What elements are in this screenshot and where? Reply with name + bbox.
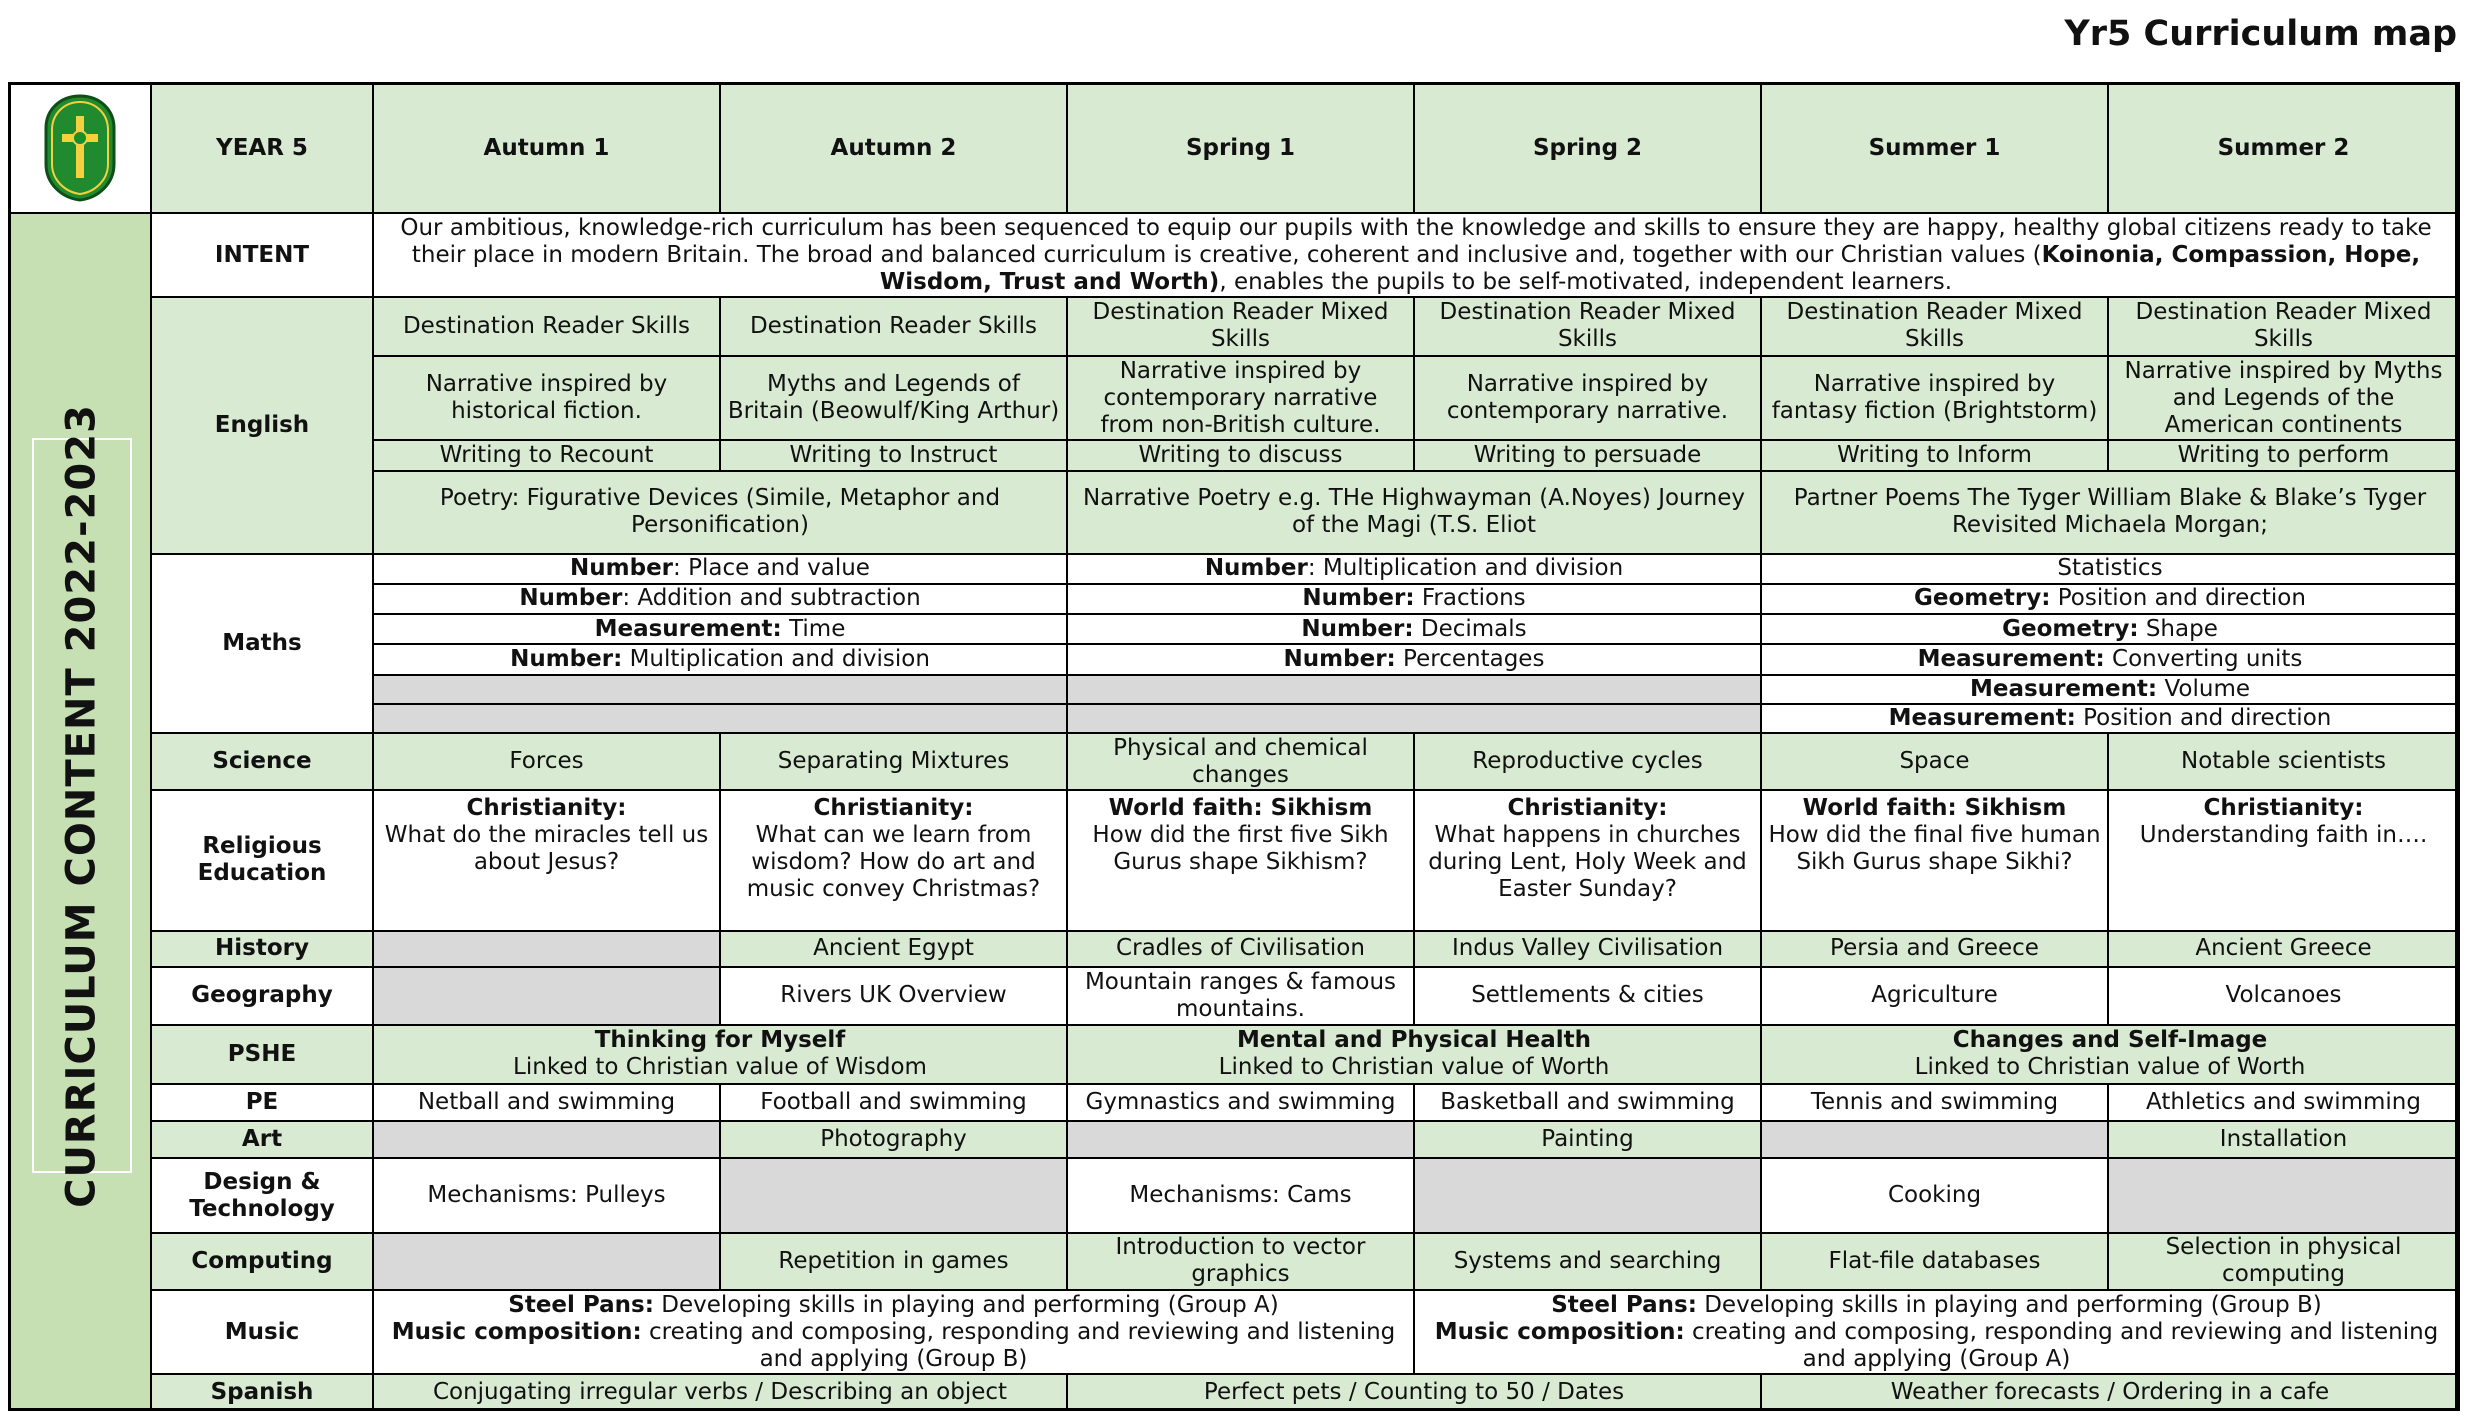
english-narrative-cell: Narrative inspired by historical fiction. bbox=[373, 356, 720, 441]
dt-cell: Mechanisms: Pulleys bbox=[373, 1158, 720, 1233]
spanish-cell: Perfect pets / Counting to 50 / Dates bbox=[1067, 1374, 1761, 1410]
pe-cell: Gymnastics and swimming bbox=[1067, 1084, 1414, 1121]
re-cell: World faith: Sikhism How did the first five Sikh Gurus shape Sikhism? bbox=[1067, 790, 1414, 931]
table-frame bbox=[8, 82, 2458, 1411]
english-writing-cell: Writing to Instruct bbox=[720, 440, 1067, 470]
pshe-cell: Changes and Self-Image Linked to Christian value of Worth bbox=[1761, 1025, 2459, 1084]
subject-label-music: Music bbox=[151, 1290, 373, 1375]
term-header: Spring 1 bbox=[1067, 83, 1414, 213]
pe-cell: Netball and swimming bbox=[373, 1084, 720, 1121]
side-label: CURRICULUM CONTENT 2022-2023 bbox=[58, 403, 105, 1208]
page-title: Yr5 Curriculum map bbox=[2064, 14, 2457, 54]
subject-label-spanish: Spanish bbox=[151, 1374, 373, 1410]
art-cell: Installation bbox=[2108, 1121, 2459, 1158]
science-cell: Physical and chemical changes bbox=[1067, 733, 1414, 790]
english-writing-cell: Writing to discuss bbox=[1067, 440, 1414, 470]
english-reader-cell: Destination Reader Mixed Skills bbox=[1761, 297, 2108, 356]
dt-cell: Cooking bbox=[1761, 1158, 2108, 1233]
maths-spring-cell: Number: Multiplication and division bbox=[1067, 554, 1761, 584]
pe-cell: Tennis and swimming bbox=[1761, 1084, 2108, 1121]
geography-cell: Agriculture bbox=[1761, 967, 2108, 1026]
re-cell: Christianity: What can we learn from wisdom? How do art and music convey Christmas? bbox=[720, 790, 1067, 931]
subject-label-intent: INTENT bbox=[151, 213, 373, 297]
pe-cell: Athletics and swimming bbox=[2108, 1084, 2459, 1121]
maths-summer-cell: Geometry: Position and direction bbox=[1761, 584, 2459, 614]
subject-label-science: Science bbox=[151, 733, 373, 790]
english-reader-cell: Destination Reader Mixed Skills bbox=[1067, 297, 1414, 356]
english-poetry-cell: Poetry: Figurative Devices (Simile, Metaphor and Personification) bbox=[373, 471, 1067, 554]
intent-statement: Our ambitious, knowledge-rich curriculum has been sequenced to equip our pupils with the knowledge and skills to ensure they are happy, healthy global citizens ready to take their place in modern Britain. The broad and balanced curriculum is creative, coherent and inclusive and, together with our Christian values (Koinonia, Compassion, Hope, Wisdom, Trust and Worth), enables the pupils to be self-motivated, independent learners. bbox=[373, 213, 2459, 297]
geography-cell: Settlements & cities bbox=[1414, 967, 1761, 1026]
re-cell: Christianity: What do the miracles tell us about Jesus? bbox=[373, 790, 720, 931]
pshe-cell: Thinking for Myself Linked to Christian value of Wisdom bbox=[373, 1025, 1067, 1084]
english-reader-cell: Destination Reader Skills bbox=[720, 297, 1067, 356]
re-cell: Christianity: Understanding faith in…. bbox=[2108, 790, 2459, 931]
maths-autumn-cell: Measurement: Time bbox=[373, 614, 1067, 644]
maths-summer-cell: Measurement: Position and direction bbox=[1761, 704, 2459, 733]
computing-cell: Flat-file databases bbox=[1761, 1233, 2108, 1290]
english-narrative-cell: Narrative inspired by contemporary narrative. bbox=[1414, 356, 1761, 441]
subject-label-geography: Geography bbox=[151, 967, 373, 1026]
computing-cell: Repetition in games bbox=[720, 1233, 1067, 1290]
term-header: Autumn 1 bbox=[373, 83, 720, 213]
maths-summer-cell: Statistics bbox=[1761, 554, 2459, 584]
maths-autumn-cell: Number: Multiplication and division bbox=[373, 644, 1067, 674]
re-cell: Christianity: What happens in churches during Lent, Holy Week and Easter Sunday? bbox=[1414, 790, 1761, 931]
maths-autumn-cell: Number: Addition and subtraction bbox=[373, 584, 1067, 614]
english-writing-cell: Writing to persuade bbox=[1414, 440, 1761, 470]
english-narrative-cell: Narrative inspired by contemporary narrative from non-British culture. bbox=[1067, 356, 1414, 441]
maths-summer-cell: Measurement: Volume bbox=[1761, 675, 2459, 704]
dt-cell: Mechanisms: Cams bbox=[1067, 1158, 1414, 1233]
subject-label-pe: PE bbox=[151, 1084, 373, 1121]
science-cell: Reproductive cycles bbox=[1414, 733, 1761, 790]
subject-label-english: English bbox=[151, 297, 373, 553]
term-header: Summer 1 bbox=[1761, 83, 2108, 213]
year-header: YEAR 5 bbox=[151, 83, 373, 213]
history-cell: Cradles of Civilisation bbox=[1067, 931, 1414, 966]
science-cell: Notable scientists bbox=[2108, 733, 2459, 790]
geography-cell: Volcanoes bbox=[2108, 967, 2459, 1026]
maths-summer-cell: Measurement: Converting units bbox=[1761, 644, 2459, 674]
pe-cell: Football and swimming bbox=[720, 1084, 1067, 1121]
english-writing-cell: Writing to perform bbox=[2108, 440, 2459, 470]
term-header: Spring 2 bbox=[1414, 83, 1761, 213]
english-reader-cell: Destination Reader Mixed Skills bbox=[2108, 297, 2459, 356]
english-narrative-cell: Myths and Legends of Britain (Beowulf/King Arthur) bbox=[720, 356, 1067, 441]
subject-label-computing: Computing bbox=[151, 1233, 373, 1290]
history-cell: Ancient Greece bbox=[2108, 931, 2459, 966]
english-poetry-cell: Narrative Poetry e.g. THe Highwayman (A.Noyes) Journey of the Magi (T.S. Eliot bbox=[1067, 471, 1761, 554]
re-cell: World faith: Sikhism How did the final five human Sikh Gurus shape Sikhi? bbox=[1761, 790, 2108, 931]
spanish-cell: Conjugating irregular verbs / Describing an object bbox=[373, 1374, 1067, 1410]
subject-label-pshe: PSHE bbox=[151, 1025, 373, 1084]
subject-label-re: Religious Education bbox=[151, 790, 373, 931]
english-writing-cell: Writing to Recount bbox=[373, 440, 720, 470]
maths-autumn-cell: Number: Place and value bbox=[373, 554, 1067, 584]
english-reader-cell: Destination Reader Mixed Skills bbox=[1414, 297, 1761, 356]
geography-cell: Mountain ranges & famous mountains. bbox=[1067, 967, 1414, 1026]
term-header: Autumn 2 bbox=[720, 83, 1067, 213]
maths-summer-cell: Geometry: Shape bbox=[1761, 614, 2459, 644]
music-cell: Steel Pans: Developing skills in playing and performing (Group A) Music composition: creating and composing, responding and reviewing and listening and applying (Group B) bbox=[373, 1290, 1414, 1375]
subject-label-maths: Maths bbox=[151, 554, 373, 734]
geography-cell: Rivers UK Overview bbox=[720, 967, 1067, 1026]
english-narrative-cell: Narrative inspired by Myths and Legends of the American continents bbox=[2108, 356, 2459, 441]
pshe-cell: Mental and Physical Health Linked to Christian value of Worth bbox=[1067, 1025, 1761, 1084]
term-header: Summer 2 bbox=[2108, 83, 2459, 213]
music-cell: Steel Pans: Developing skills in playing and performing (Group B) Music composition: creating and composing, responding and reviewing and listening and applying (Group A) bbox=[1414, 1290, 2459, 1375]
history-cell: Persia and Greece bbox=[1761, 931, 2108, 966]
subject-label-history: History bbox=[151, 931, 373, 966]
computing-cell: Introduction to vector graphics bbox=[1067, 1233, 1414, 1290]
computing-cell: Systems and searching bbox=[1414, 1233, 1761, 1290]
maths-spring-cell: Number: Fractions bbox=[1067, 584, 1761, 614]
english-reader-cell: Destination Reader Skills bbox=[373, 297, 720, 356]
computing-cell: Selection in physical computing bbox=[2108, 1233, 2459, 1290]
history-cell: Indus Valley Civilisation bbox=[1414, 931, 1761, 966]
science-cell: Space bbox=[1761, 733, 2108, 790]
science-cell: Forces bbox=[373, 733, 720, 790]
history-cell: Ancient Egypt bbox=[720, 931, 1067, 966]
english-poetry-cell: Partner Poems The Tyger William Blake & Blake’s Tyger Revisited Michaela Morgan; bbox=[1761, 471, 2459, 554]
art-cell: Painting bbox=[1414, 1121, 1761, 1158]
maths-spring-cell: Number: Percentages bbox=[1067, 644, 1761, 674]
subject-label-dt: Design & Technology bbox=[151, 1158, 373, 1233]
pe-cell: Basketball and swimming bbox=[1414, 1084, 1761, 1121]
maths-spring-cell: Number: Decimals bbox=[1067, 614, 1761, 644]
english-writing-cell: Writing to Inform bbox=[1761, 440, 2108, 470]
subject-label-art: Art bbox=[151, 1121, 373, 1158]
spanish-cell: Weather forecasts / Ordering in a cafe bbox=[1761, 1374, 2459, 1410]
science-cell: Separating Mixtures bbox=[720, 733, 1067, 790]
english-narrative-cell: Narrative inspired by fantasy fiction (Brightstorm) bbox=[1761, 356, 2108, 441]
art-cell: Photography bbox=[720, 1121, 1067, 1158]
